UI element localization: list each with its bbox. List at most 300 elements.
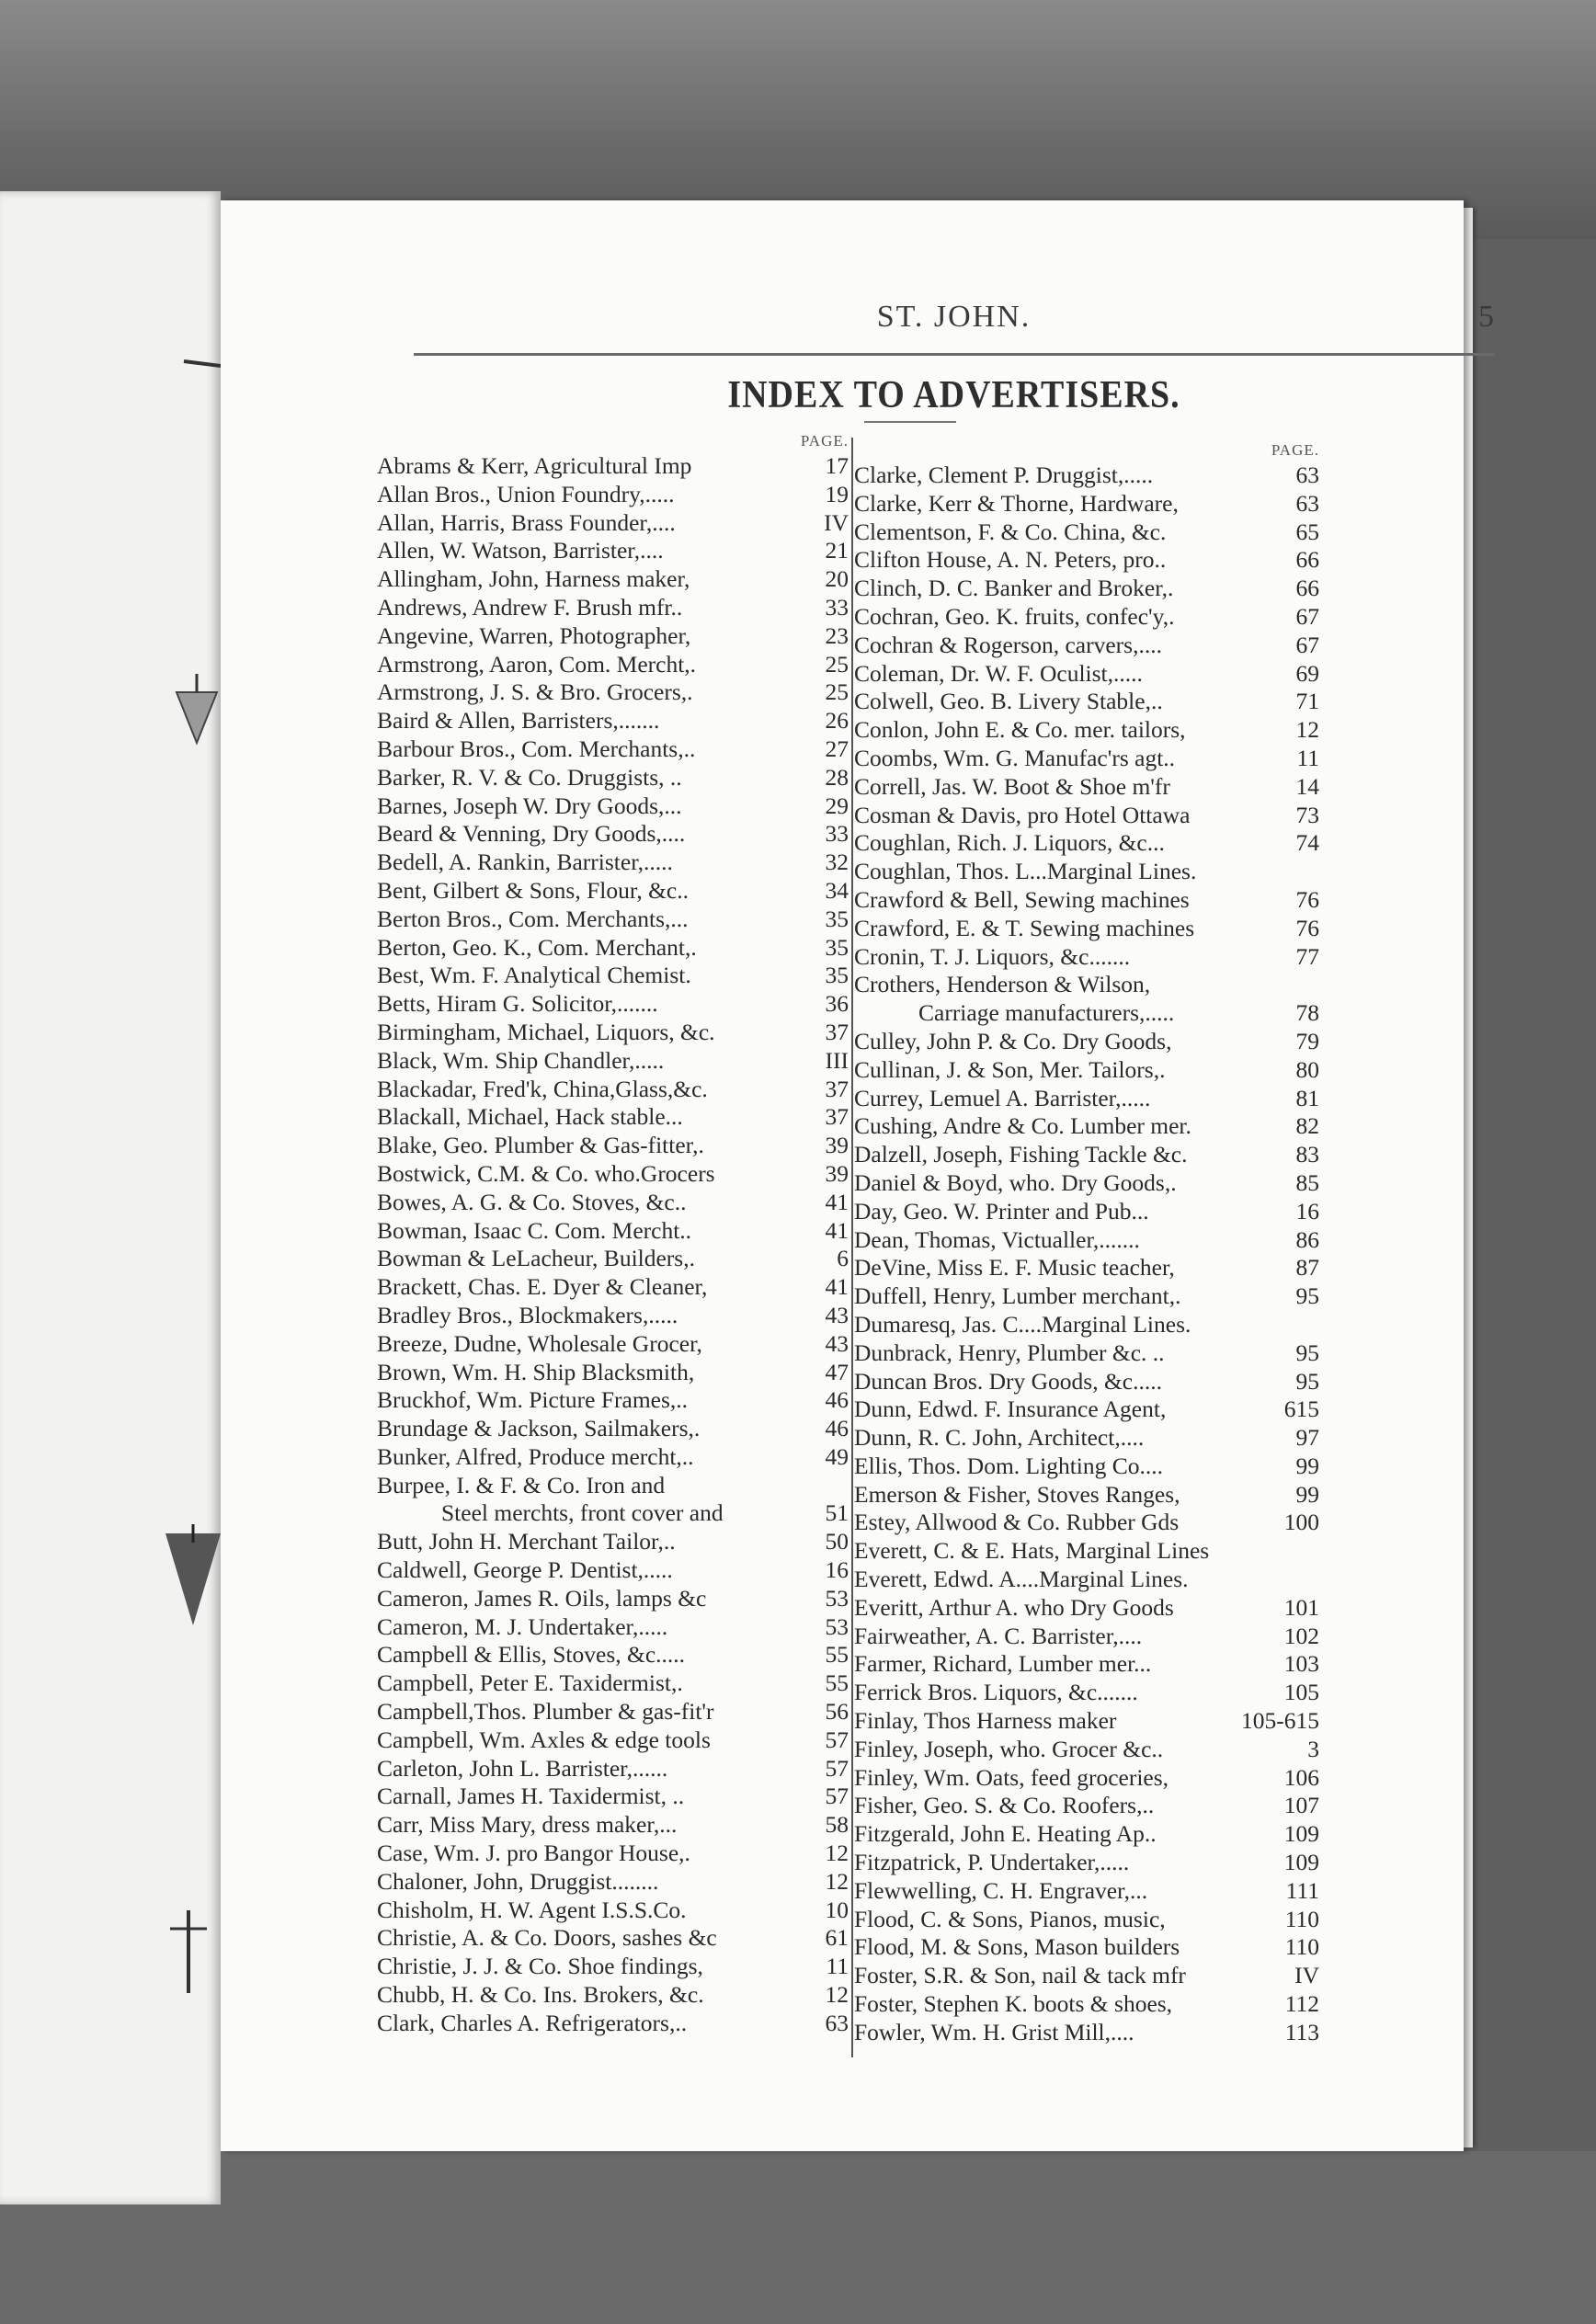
advertiser-name: Berton, Geo. K., Com. Merchant,. <box>377 933 697 961</box>
index-entry <box>854 1368 1323 1396</box>
advertiser-name: Dunbrack, Henry, Plumber &c. .. <box>854 1339 1165 1366</box>
index-entry <box>854 999 1323 1028</box>
index-entry <box>854 971 1323 999</box>
entry-page-number: 26 <box>825 707 849 735</box>
advertiser-name: Campbell,Thos. Plumber & gas-fit'r <box>377 1698 714 1726</box>
index-entry <box>377 1613 852 1642</box>
right-entries <box>854 461 1323 2047</box>
entry-page-number: 81 <box>1295 1084 1319 1111</box>
entry-page-number: 105 <box>1283 1679 1319 1706</box>
index-entry <box>854 518 1323 547</box>
index-entry <box>854 1736 1323 1764</box>
advertiser-name: Brackett, Chas. E. Dyer & Cleaner, <box>377 1273 708 1301</box>
column-head-left: PAGE. <box>800 432 849 450</box>
advertiser-name: Blackadar, Fred'k, China,Glass,&c. <box>377 1075 708 1102</box>
entry-page-number: 36 <box>825 990 849 1018</box>
entry-page-number: 101 <box>1283 1593 1319 1621</box>
index-entry <box>377 1273 852 1302</box>
advertiser-name: Barker, R. V. & Co. Druggists, .. <box>377 763 682 791</box>
advertiser-name: Beard & Venning, Dry Goods,.... <box>377 820 686 848</box>
advertiser-name: Estey, Allwood & Co. Rubber Gds <box>854 1509 1180 1536</box>
index-entry <box>377 1698 852 1726</box>
index-entry <box>854 1169 1323 1198</box>
advertiser-name: Farmer, Richard, Lumber mer... <box>854 1650 1152 1678</box>
index-entry <box>377 1019 852 1047</box>
index-entry <box>377 764 852 792</box>
advertiser-name: Chaloner, John, Druggist........ <box>377 1867 659 1895</box>
entry-page-number: 37 <box>825 1103 849 1131</box>
advertiser-name: Bruckhof, Wm. Picture Frames,.. <box>377 1386 689 1414</box>
index-entry <box>377 1840 852 1868</box>
advertiser-name: Fisher, Geo. S. & Co. Roofers,.. <box>854 1792 1155 1819</box>
advertiser-name: Campbell, Peter E. Taxidermist,. <box>377 1669 683 1697</box>
entry-page-number: 43 <box>825 1329 849 1357</box>
index-title: INDEX TO ADVERTISERS. <box>727 373 1180 417</box>
index-entry <box>854 1820 1323 1849</box>
index-entry <box>854 1906 1323 1934</box>
advertiser-name: Barbour Bros., Com. Merchants,.. <box>377 735 696 762</box>
index-entry <box>377 1897 852 1925</box>
advertiser-name: Brundage & Jackson, Sailmakers,. <box>377 1415 701 1442</box>
advertiser-name: Case, Wm. J. pro Bangor House,. <box>377 1840 690 1867</box>
entry-page-number: III <box>825 1046 849 1074</box>
advertiser-name: Foster, Stephen K. boots & shoes, <box>854 1990 1173 2018</box>
entry-page-number: 25 <box>825 650 849 678</box>
index-entry <box>854 1254 1323 1282</box>
advertiser-name: Everett, C. & E. Hats, Marginal Lines <box>854 1537 1210 1565</box>
index-entry <box>854 1566 1323 1594</box>
entry-page-number: 41 <box>825 1216 849 1244</box>
column-head-right: PAGE. <box>1271 441 1319 459</box>
advertiser-name: DeVine, Miss E. F. Music teacher, <box>854 1254 1175 1282</box>
entry-page-number: 85 <box>1295 1168 1319 1196</box>
advertiser-name: Brown, Wm. H. Ship Blacksmith, <box>377 1358 695 1385</box>
entry-page-number: 109 <box>1283 1849 1319 1876</box>
index-entry <box>377 1556 852 1585</box>
entry-page-number: 95 <box>1295 1367 1319 1395</box>
running-title: ST. JOHN. <box>876 300 1032 334</box>
index-entry <box>377 1868 852 1897</box>
index-entry <box>377 651 852 679</box>
advertiser-name: Ellis, Thos. Dom. Lighting Co.... <box>854 1452 1164 1479</box>
entry-page-number: 3 <box>1307 1735 1319 1762</box>
advertiser-name: Emerson & Fisher, Stoves Ranges, <box>854 1480 1180 1508</box>
entry-page-number: 46 <box>825 1386 849 1414</box>
advertiser-name: Blake, Geo. Plumber & Gas-fitter,. <box>377 1132 704 1159</box>
advertiser-name: Christie, A. & Co. Doors, sashes &c <box>377 1924 717 1952</box>
entry-page-number: 100 <box>1283 1509 1319 1536</box>
index-entry <box>377 735 852 764</box>
index-entry <box>377 1585 852 1613</box>
advertiser-name: Burpee, I. & F. & Co. Iron and <box>377 1471 666 1498</box>
index-entry <box>854 1481 1323 1509</box>
index-entry <box>377 481 852 509</box>
advertiser-name: Fitzpatrick, P. Undertaker,..... <box>854 1849 1130 1876</box>
advertiser-name: Cushing, Andre & Co. Lumber mer. <box>854 1112 1191 1140</box>
index-entry <box>854 1933 1323 1962</box>
entry-page-number: 39 <box>825 1159 849 1187</box>
entry-page-number: 20 <box>825 565 849 593</box>
advertiser-name: Bedell, A. Rankin, Barrister,..... <box>377 849 673 876</box>
entry-page-number: 77 <box>1295 942 1319 970</box>
index-entry <box>854 773 1323 802</box>
entry-page-number: 23 <box>825 621 849 649</box>
advertiser-name: Finley, Wm. Oats, feed groceries, <box>854 1763 1169 1791</box>
advertiser-name: Everett, Edwd. A....Marginal Lines. <box>854 1566 1189 1593</box>
advertiser-name: Crawford & Bell, Sewing machines <box>854 885 1190 913</box>
index-entry <box>377 1669 852 1698</box>
entry-page-number: 97 <box>1295 1424 1319 1452</box>
background-bottom <box>0 2151 1596 2324</box>
advertiser-name: Flood, C. & Sons, Pianos, music, <box>854 1905 1166 1932</box>
entry-page-number: 86 <box>1295 1225 1319 1253</box>
entry-page-number: 113 <box>1284 2018 1319 2045</box>
entry-page-number: 12 <box>1295 716 1319 744</box>
entry-page-number: 29 <box>825 792 849 819</box>
entry-page-number: 71 <box>1295 688 1319 715</box>
entry-page-number: 41 <box>825 1188 849 1215</box>
index-entry <box>854 1028 1323 1056</box>
index-entry <box>377 1755 852 1783</box>
entry-page-number: 66 <box>1295 546 1319 574</box>
index-entry <box>377 1953 852 1981</box>
index-entry <box>854 829 1323 858</box>
advertiser-name: Crawford, E. & T. Sewing machines <box>854 914 1195 941</box>
entry-page-number: 95 <box>1295 1282 1319 1310</box>
entry-page-number: 83 <box>1295 1141 1319 1168</box>
index-entry <box>854 688 1323 716</box>
advertiser-name: Bent, Gilbert & Sons, Flour, &c.. <box>377 876 689 904</box>
running-head <box>414 300 1494 346</box>
advertiser-name: Conlon, John E. & Co. mer. tailors, <box>854 716 1186 744</box>
advertiser-name: Betts, Hiram G. Solicitor,....... <box>377 990 658 1018</box>
advertiser-name: Clinch, D. C. Banker and Broker,. <box>854 575 1174 602</box>
index-entry <box>377 1245 852 1273</box>
advertiser-name: Bunker, Alfred, Produce mercht,.. <box>377 1442 694 1470</box>
entry-page-number: 32 <box>825 849 849 876</box>
entry-page-number: 49 <box>825 1442 849 1470</box>
advertiser-name: Fitzgerald, John E. Heating Ap.. <box>854 1820 1157 1848</box>
index-entry <box>854 1623 1323 1651</box>
entry-page-number: 63 <box>825 2009 849 2036</box>
index-entry <box>377 962 852 990</box>
index-entry <box>854 461 1323 490</box>
advertiser-name: Cameron, James R. Oils, lamps &c <box>377 1584 707 1612</box>
entry-page-number: 67 <box>1295 631 1319 658</box>
advertiser-name: Bradley Bros., Blockmakers,..... <box>377 1301 678 1328</box>
advertiser-name: Armstrong, Aaron, Com. Mercht,. <box>377 650 697 678</box>
entry-page-number: 615 <box>1283 1396 1319 1423</box>
advertiser-name: Fairweather, A. C. Barrister,.... <box>854 1622 1143 1649</box>
index-entry <box>854 1679 1323 1707</box>
advertiser-name: Flood, M. & Sons, Mason builders <box>854 1933 1180 1961</box>
index-entry <box>377 1047 852 1076</box>
advertiser-name: Allingham, John, Harness maker, <box>377 565 690 593</box>
advertiser-name: Crothers, Henderson & Wilson, <box>854 971 1151 998</box>
index-entry <box>377 990 852 1019</box>
index-entry <box>377 1160 852 1189</box>
advertiser-name: Carriage manufacturers,..... <box>918 999 1175 1027</box>
right-column <box>854 432 1323 2047</box>
entry-page-number: 55 <box>825 1669 849 1697</box>
advertiser-name: Dean, Thomas, Victualler,....... <box>854 1225 1140 1253</box>
entry-page-number: 57 <box>825 1783 849 1810</box>
advertiser-name: Caldwell, George P. Dentist,..... <box>377 1556 673 1584</box>
index-entry <box>854 1962 1323 1990</box>
entry-page-number: 80 <box>1295 1055 1319 1083</box>
advertiser-name: Birmingham, Michael, Liquors, &c. <box>377 1018 715 1045</box>
index-entry <box>854 858 1323 886</box>
index-entry <box>854 575 1323 603</box>
index-entry <box>377 849 852 877</box>
entry-page-number: 35 <box>825 933 849 961</box>
entry-page-number: 57 <box>825 1754 849 1782</box>
index-entry <box>377 1386 852 1415</box>
advertiser-name: Everitt, Arthur A. who Dry Goods <box>854 1593 1174 1621</box>
entry-page-number: 69 <box>1295 659 1319 687</box>
advertiser-name: Culley, John P. & Co. Dry Goods, <box>854 1027 1172 1054</box>
index-entry <box>377 537 852 565</box>
advertiser-name: Baird & Allen, Barristers,....... <box>377 707 660 735</box>
index-entry <box>854 886 1323 915</box>
entry-page-number: 28 <box>825 763 849 791</box>
advertiser-name: Duffell, Henry, Lumber merchant,. <box>854 1282 1181 1310</box>
entry-page-number: 65 <box>1295 518 1319 545</box>
entry-page-number: 10 <box>825 1896 849 1923</box>
advertiser-name: Foster, S.R. & Son, nail & tack mfr <box>854 1962 1186 1989</box>
entry-page-number: 34 <box>825 876 849 904</box>
index-entry <box>377 1415 852 1443</box>
advertiser-name: Allan Bros., Union Foundry,..... <box>377 480 675 507</box>
advertiser-name: Fowler, Wm. H. Grist Mill,.... <box>854 2018 1134 2045</box>
advertiser-name: Clementson, F. & Co. China, &c. <box>854 518 1167 545</box>
advertiser-name: Barnes, Joseph W. Dry Goods,... <box>377 792 682 819</box>
entry-page-number: 87 <box>1295 1254 1319 1282</box>
index-entry <box>377 1499 852 1528</box>
index-entry <box>854 1056 1323 1085</box>
entry-page-number: 19 <box>825 480 849 507</box>
left-entries <box>377 452 852 2038</box>
index-entry <box>377 792 852 821</box>
advertiser-name: Day, Geo. W. Printer and Pub... <box>854 1197 1149 1225</box>
entry-page-number: 58 <box>825 1811 849 1839</box>
advertiser-name: Best, Wm. F. Analytical Chemist. <box>377 962 691 989</box>
entry-page-number: 57 <box>825 1726 849 1753</box>
index-entry <box>854 1141 1323 1169</box>
advertiser-name: Flewwelling, C. H. Engraver,... <box>854 1876 1148 1904</box>
advertiser-name: Campbell, Wm. Axles & edge tools <box>377 1726 711 1753</box>
entry-page-number: 105-615 <box>1241 1707 1319 1735</box>
entry-page-number: 14 <box>1295 772 1319 800</box>
index-entry <box>854 1226 1323 1255</box>
index-entry <box>854 716 1323 745</box>
entry-page-number: 12 <box>825 1840 849 1867</box>
entry-page-number: 99 <box>1295 1480 1319 1508</box>
index-entry <box>377 820 852 849</box>
index-entry <box>377 877 852 906</box>
left-column <box>377 432 852 2038</box>
entry-page-number: 55 <box>825 1641 849 1669</box>
index-entry <box>377 906 852 934</box>
entry-page-number: IV <box>824 508 849 536</box>
index-entry <box>377 1472 852 1500</box>
entry-page-number: 112 <box>1284 1990 1319 2018</box>
index-entry <box>377 1330 852 1359</box>
index-entry <box>377 2010 852 2038</box>
entry-page-number: 74 <box>1295 829 1319 857</box>
index-entry <box>854 943 1323 972</box>
advertiser-name: Dumaresq, Jas. C....Marginal Lines. <box>854 1310 1191 1338</box>
index-entry <box>854 1707 1323 1736</box>
advertiser-name: Andrews, Andrew F. Brush mfr.. <box>377 593 683 621</box>
entry-page-number: 107 <box>1283 1792 1319 1819</box>
advertiser-name: Cullinan, J. & Son, Mer. Tailors,. <box>854 1055 1166 1083</box>
advertiser-name: Dunn, Edwd. F. Insurance Agent, <box>854 1396 1167 1423</box>
index-entry <box>377 1443 852 1472</box>
advertiser-name: Clifton House, A. N. Peters, pro.. <box>854 546 1167 574</box>
index-entry <box>377 1076 852 1104</box>
entry-page-number: 50 <box>825 1528 849 1555</box>
advertiser-name: Cronin, T. J. Liquors, &c....... <box>854 942 1131 970</box>
entry-page-number: 33 <box>825 593 849 621</box>
advertiser-name: Daniel & Boyd, who. Dry Goods,. <box>854 1168 1177 1196</box>
entry-page-number: 99 <box>1295 1452 1319 1479</box>
advertiser-name: Allen, W. Watson, Barrister,.... <box>377 537 664 564</box>
page-edge <box>1464 208 1473 2147</box>
index-entry <box>854 1877 1323 1906</box>
index-entry <box>377 1641 852 1669</box>
advertiser-name: Berton Bros., Com. Merchants,... <box>377 905 689 932</box>
advertiser-name: Chubb, H. & Co. Ins. Brokers, &c. <box>377 1981 704 2009</box>
index-entry <box>377 565 852 594</box>
entry-page-number: 11 <box>1296 744 1319 771</box>
advertiser-name: Butt, John H. Merchant Tailor,.. <box>377 1528 676 1555</box>
entry-page-number: 95 <box>1295 1339 1319 1366</box>
column-divider <box>851 438 853 2057</box>
entry-page-number: 51 <box>825 1499 849 1527</box>
index-entry <box>377 1811 852 1840</box>
entry-page-number: 41 <box>825 1273 849 1301</box>
index-entry <box>854 2019 1323 2047</box>
entry-page-number: 39 <box>825 1132 849 1159</box>
entry-page-number: 25 <box>825 678 849 706</box>
index-entry <box>854 802 1323 830</box>
index-entry <box>854 1509 1323 1537</box>
advertiser-name: Clarke, Clement P. Druggist,..... <box>854 461 1154 488</box>
index-entry <box>854 1085 1323 1113</box>
entry-page-number: IV <box>1294 1962 1319 1989</box>
entry-page-number: 53 <box>825 1584 849 1612</box>
entry-page-number: 102 <box>1283 1622 1319 1649</box>
advertiser-name: Dalzell, Joseph, Fishing Tackle &c. <box>854 1141 1188 1168</box>
index-entry <box>854 1764 1323 1793</box>
index-entry <box>377 1302 852 1330</box>
book-page <box>221 200 1494 2151</box>
advertiser-name: Correll, Jas. W. Boot & Shoe m'fr <box>854 772 1170 800</box>
advertiser-name: Dunn, R. C. John, Architect,.... <box>854 1424 1145 1452</box>
index-entry <box>377 1726 852 1755</box>
advertiser-name: Blackall, Michael, Hack stable... <box>377 1103 683 1131</box>
entry-page-number: 27 <box>825 735 849 762</box>
advertiser-name: Ferrick Bros. Liquors, &c....... <box>854 1679 1138 1706</box>
index-entry <box>377 509 852 538</box>
advertiser-name: Cochran & Rogerson, carvers,.... <box>854 631 1162 658</box>
index-entry <box>854 1112 1323 1141</box>
advertiser-name: Carleton, John L. Barrister,...... <box>377 1754 668 1782</box>
entry-page-number: 6 <box>837 1245 849 1272</box>
entry-page-number: 63 <box>1295 461 1319 488</box>
entry-page-number: 43 <box>825 1301 849 1328</box>
advertiser-name: Cosman & Davis, pro Hotel Ottawa <box>854 801 1191 828</box>
index-entry <box>854 660 1323 689</box>
index-entry <box>377 1132 852 1160</box>
advertiser-name: Bostwick, C.M. & Co. who.Grocers <box>377 1159 715 1187</box>
entry-page-number: 111 <box>1285 1876 1319 1904</box>
advertiser-name: Duncan Bros. Dry Goods, &c..... <box>854 1367 1162 1395</box>
advertiser-name: Bowman & LeLacheur, Builders,. <box>377 1245 695 1272</box>
index-entry <box>854 1452 1323 1481</box>
advertiser-name: Chisholm, H. W. Agent I.S.S.Co. <box>377 1896 687 1923</box>
index-entry <box>854 603 1323 632</box>
index-entry <box>854 1424 1323 1452</box>
entry-page-number: 63 <box>1295 489 1319 517</box>
advertiser-name: Armstrong, J. S. & Bro. Grocers,. <box>377 678 693 706</box>
entry-page-number: 16 <box>1295 1197 1319 1225</box>
head-rule <box>414 353 1494 356</box>
advertiser-name: Breeze, Dudne, Wholesale Grocer, <box>377 1329 702 1357</box>
index-entry <box>377 452 852 481</box>
page-number: 5 <box>1478 300 1494 334</box>
entry-page-number: 110 <box>1284 1933 1319 1961</box>
advertiser-name: Clarke, Kerr & Thorne, Hardware, <box>854 489 1179 517</box>
index-entry <box>377 1528 852 1556</box>
index-entry <box>854 1537 1323 1566</box>
index-entry <box>377 1217 852 1246</box>
entry-page-number: 73 <box>1295 801 1319 828</box>
entry-page-number: 16 <box>825 1556 849 1584</box>
advertiser-name: Angevine, Warren, Photographer, <box>377 621 691 649</box>
index-entry <box>854 546 1323 575</box>
advertiser-name: Colwell, Geo. B. Livery Stable,.. <box>854 688 1163 715</box>
entry-page-number: 110 <box>1284 1905 1319 1932</box>
entry-page-number: 61 <box>825 1924 849 1952</box>
advertiser-name: Abrams & Kerr, Agricultural Imp <box>377 452 692 479</box>
advertiser-name: Cochran, Geo. K. fruits, confec'y,. <box>854 602 1175 630</box>
index-entry <box>854 1849 1323 1877</box>
index-entry <box>854 915 1323 943</box>
index-entry <box>854 632 1323 660</box>
entry-page-number: 66 <box>1295 575 1319 602</box>
entry-page-number: 46 <box>825 1415 849 1442</box>
index-entry <box>854 1650 1323 1679</box>
entry-page-number: 37 <box>825 1075 849 1102</box>
advertiser-name: Carr, Miss Mary, dress maker,... <box>377 1811 678 1839</box>
entry-page-number: 53 <box>825 1612 849 1640</box>
entry-page-number: 56 <box>825 1698 849 1726</box>
index-entry <box>377 1924 852 1953</box>
advertiser-name: Black, Wm. Ship Chandler,..... <box>377 1046 665 1074</box>
index-entry <box>377 594 852 622</box>
advertiser-name: Bowes, A. G. & Co. Stoves, &c.. <box>377 1188 687 1215</box>
facing-page <box>0 191 221 2204</box>
index-entry <box>377 1981 852 2010</box>
binding-marks <box>0 191 221 2204</box>
index-entry <box>854 1990 1323 2019</box>
entry-page-number: 76 <box>1295 885 1319 913</box>
index-entry <box>854 1396 1323 1424</box>
index-entry <box>854 1594 1323 1623</box>
index-entry <box>377 934 852 963</box>
